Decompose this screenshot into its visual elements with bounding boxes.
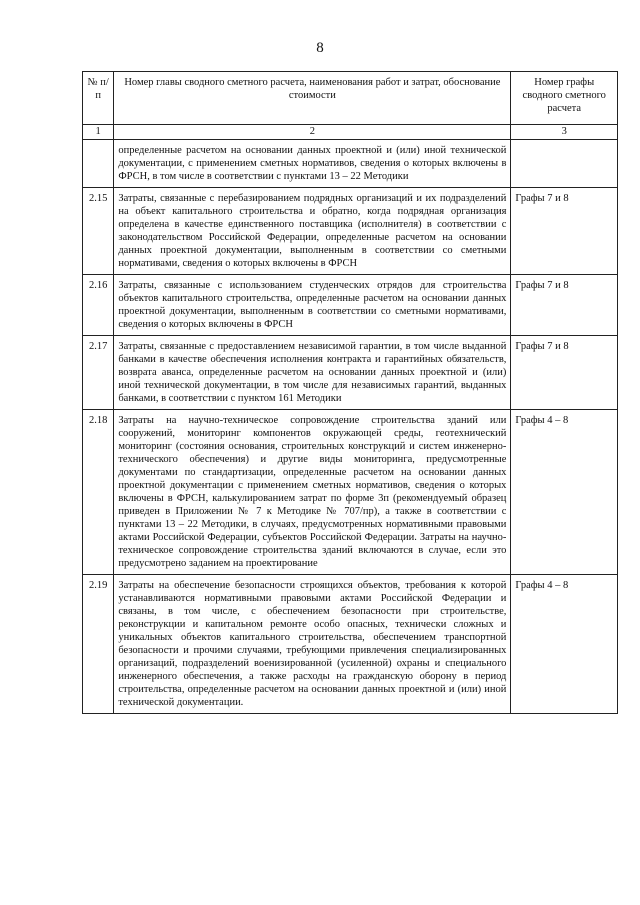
column-number-3: 3	[511, 125, 618, 140]
table-row	[83, 188, 618, 275]
row-number: 2.19	[83, 575, 114, 714]
column-number-2: 2	[114, 125, 511, 140]
header-column-ref: Номер графы сводного сметного расчета	[511, 72, 618, 125]
column-numbers-row	[83, 125, 618, 140]
row-description: определенные расчетом на основании данных проектной и (или) иной технической документации, с применением сметных нормативов, сведения о которых включены в ФРСН, в том числе в соответствии с пунктами 13 – 22 Методики	[114, 140, 511, 188]
column-number-1: 1	[83, 125, 114, 140]
row-number: 2.18	[83, 410, 114, 575]
row-column-ref: Графы 4 – 8	[511, 410, 618, 575]
table-row	[83, 275, 618, 336]
table-row	[83, 410, 618, 575]
table-header-row	[83, 72, 618, 125]
header-number: № п/п	[83, 72, 114, 125]
row-description: Затраты на научно-техническое сопровождение строительства зданий или сооружений, мониторинг компонентов окружающей среды, геотехнический мониторинг (состояния основания, строительных конструкций и систем инженерно-технического обеспечения) и другие виды мониторинга, предусмотренные документами по стандартизации, определенные расчетом на основании данных проектной документации с применением сметных нормативов, сведения о которых включены в ФРСН, калькулированием затрат по форме 3п (рекомендуемый образец приведен в Приложении № 7 к Методике № 707/пр), а также в соответствии с пунктами 13 – 22 Методики, в случаях, предусмотренных нормативными правовыми актами Российской Федерации, субъектов Российской Федерации. Затраты на научно-техническое сопровождение строительства зданий включаются в случае, если это предусмотрено заданием на проектирование	[114, 410, 511, 575]
row-number	[83, 140, 114, 188]
table-row	[83, 336, 618, 410]
row-number: 2.17	[83, 336, 114, 410]
row-description: Затраты, связанные с перебазированием подрядных организаций и их подразделений на объект капитального строительства и обратно, когда подрядная организация определена в качестве единственного поставщика (исполнителя) в соответствии с законодательством Российской Федерации, определенные расчетом на основании данных проектной документации, выполненным в соответствии со сметными нормативами, сведения о которых включены в ФРСН	[114, 188, 511, 275]
row-description: Затраты, связанные с использованием студенческих отрядов для строительства объектов капитального строительства, определенные расчетом на основании данных проектной документации, выполненным в соответствии со сметными нормативами, сведения о которых включены в ФРСН	[114, 275, 511, 336]
row-column-ref: Графы 7 и 8	[511, 336, 618, 410]
row-column-ref: Графы 7 и 8	[511, 275, 618, 336]
row-column-ref	[511, 140, 618, 188]
row-column-ref: Графы 7 и 8	[511, 188, 618, 275]
row-column-ref: Графы 4 – 8	[511, 575, 618, 714]
header-description: Номер главы сводного сметного расчета, наименования работ и затрат, обоснование стоимости	[114, 72, 511, 125]
estimate-table	[82, 71, 618, 714]
row-number: 2.16	[83, 275, 114, 336]
row-description: Затраты на обеспечение безопасности строящихся объектов, требования к которой устанавливаются нормативными правовыми актами Российской Федерации и связаны, в том числе, с обеспечением безопасности при строительстве, реконструкции и капитальном ремонте особо опасных, технически сложных и уникальных объектов капитального строительства, обеспечением транспортной безопасности и прочими случаями, требующими привлечения специализированных организаций, подразделений военизированной (усиленной) охраны и специального инженерного обеспечения, а также расходы на гражданскую оборону в период строительства, определенные расчетом на основании данных проектной и (или) иной технической документации.	[114, 575, 511, 714]
page-number: 8	[316, 40, 324, 56]
table-row	[83, 575, 618, 714]
row-description: Затраты, связанные с предоставлением независимой гарантии, в том числе выданной банками в качестве обеспечения исполнения контракта и гарантийных обязательств, возврата аванса, определенные расчетом на основании данных проектной и (или) иной технической документации, в том числе для независимых гарантий, выданных банками, в соответствии с пунктом 161 Методики	[114, 336, 511, 410]
table-row	[83, 140, 618, 188]
row-number: 2.15	[83, 188, 114, 275]
